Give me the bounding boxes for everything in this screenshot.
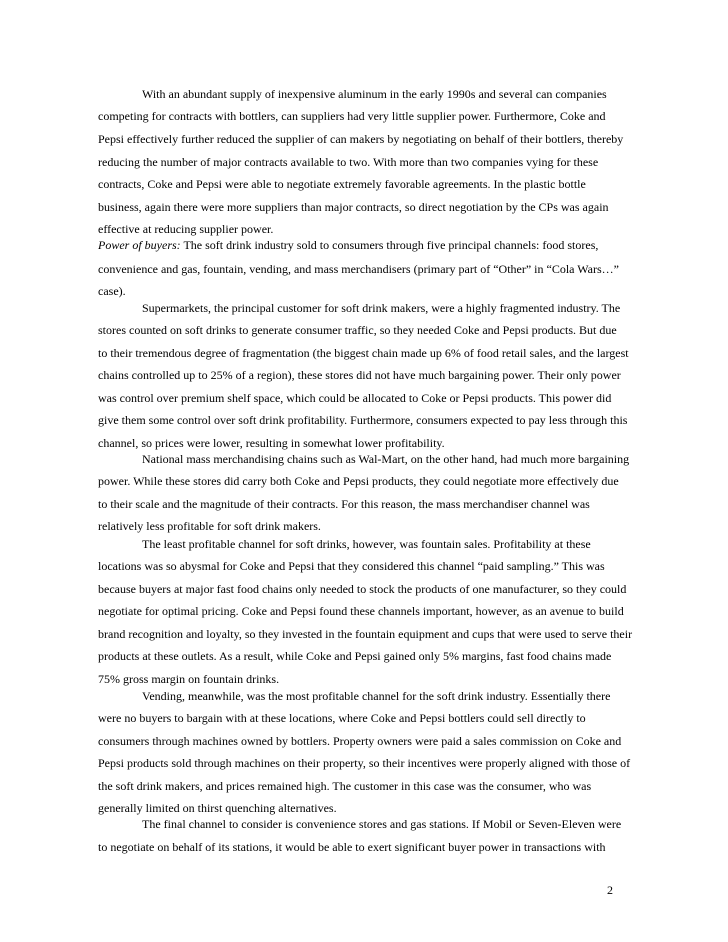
- text-line: effective at reducing supplier power.: [98, 222, 274, 236]
- text-line: products at these outlets. As a result, while Coke and Pepsi gained only 5% margins, fast food chains made: [98, 649, 612, 663]
- text-line: Pepsi products sold through machines on their property, so their incentives were properly aligned with those of: [98, 756, 631, 770]
- text-line: With an abundant supply of inexpensive aluminum in the early 1990s and several can companies: [142, 87, 607, 101]
- text-line: convenience and gas, fountain, vending, and mass merchandisers (primary part of “Other” in “Cola Wars…”: [98, 262, 619, 276]
- text-line: National mass merchandising chains such as Wal-Mart, on the other hand, had much more bargaining: [142, 452, 630, 466]
- text-line: competing for contracts with bottlers, can suppliers had very little supplier power. Furthermore, Coke and: [98, 109, 606, 123]
- text-line: to their tremendous degree of fragmentation (the biggest chain made up 6% of food retail sales, and the largest: [98, 346, 629, 360]
- text-line-with-heading: [98, 238, 622, 252]
- inline-heading-power-of-buyers: Power of buyers:: [98, 238, 181, 252]
- page-number: 2: [607, 883, 613, 897]
- text-line: generally limited on thirst quenching alternatives.: [98, 801, 337, 815]
- text-line: were no buyers to bargain with at these locations, where Coke and Pepsi bottlers could sell directly to: [98, 711, 586, 725]
- text-line: because buyers at major fast food chains only needed to stock the products of one manufacturer, so they could: [98, 582, 627, 596]
- text-line: locations was so abysmal for Coke and Pepsi that they considered this channel “paid sampling.” This was: [98, 559, 605, 573]
- text-line: case).: [98, 284, 126, 298]
- text-line: The final channel to consider is convenience stores and gas stations. If Mobil or Seven-Eleven were: [142, 817, 622, 831]
- text-line: give them some control over soft drink profitability. Furthermore, consumers expected to pay less through this: [98, 413, 628, 427]
- text-line: to their scale and the magnitude of their contracts. For this reason, the mass merchandiser channel was: [98, 497, 590, 511]
- text-line: channel, so prices were lower, resulting in somewhat lower profitability.: [98, 436, 445, 450]
- text-run: The soft drink industry sold to consumers through five principal channels: food stores,: [183, 238, 599, 252]
- text-line: stores counted on soft drinks to generate consumer traffic, so they needed Coke and Pepsi products. But due: [98, 323, 617, 337]
- text-line: business, again there were more suppliers than major contracts, so direct negotiation by the CPs was again: [98, 200, 609, 214]
- text-line: Vending, meanwhile, was the most profitable channel for the soft drink industry. Essentially there: [142, 689, 611, 703]
- text-line: brand recognition and loyalty, so they invested in the fountain equipment and cups that were used to serve their: [98, 627, 633, 641]
- text-line: negotiate for optimal pricing. Coke and Pepsi found these channels important, however, as an avenue to build: [98, 604, 624, 618]
- text-line: the soft drink makers, and prices remained high. The customer in this case was the consumer, who was: [98, 779, 592, 793]
- text-line: relatively less profitable for soft drink makers.: [98, 519, 321, 533]
- text-line: Pepsi effectively further reduced the supplier of can makers by negotiating on behalf of their bottlers, thereby: [98, 132, 624, 146]
- text-line: reducing the number of major contracts available to two. With more than two companies vying for these: [98, 155, 599, 169]
- text-line: to negotiate on behalf of its stations, it would be able to exert significant buyer power in transactions with: [98, 840, 606, 854]
- text-line: contracts, Coke and Pepsi were able to negotiate extremely favorable agreements. In the plastic bottle: [98, 177, 586, 191]
- text-line: 75% gross margin on fountain drinks.: [98, 672, 280, 686]
- text-line: was control over premium shelf space, which could be allocated to Coke or Pepsi products. This power did: [98, 391, 612, 405]
- text-line: power. While these stores did carry both Coke and Pepsi products, they could negotiate more effectively due: [98, 474, 619, 488]
- text-line: chains controlled up to 25% of a region), these stores did not have much bargaining power. Their only power: [98, 368, 621, 382]
- text-line: The least profitable channel for soft drinks, however, was fountain sales. Profitability at these: [142, 537, 591, 551]
- text-line: consumers through machines owned by bottlers. Property owners were paid a sales commission on Coke and: [98, 734, 622, 748]
- text-line: Supermarkets, the principal customer for soft drink makers, were a highly fragmented industry. The: [142, 301, 621, 315]
